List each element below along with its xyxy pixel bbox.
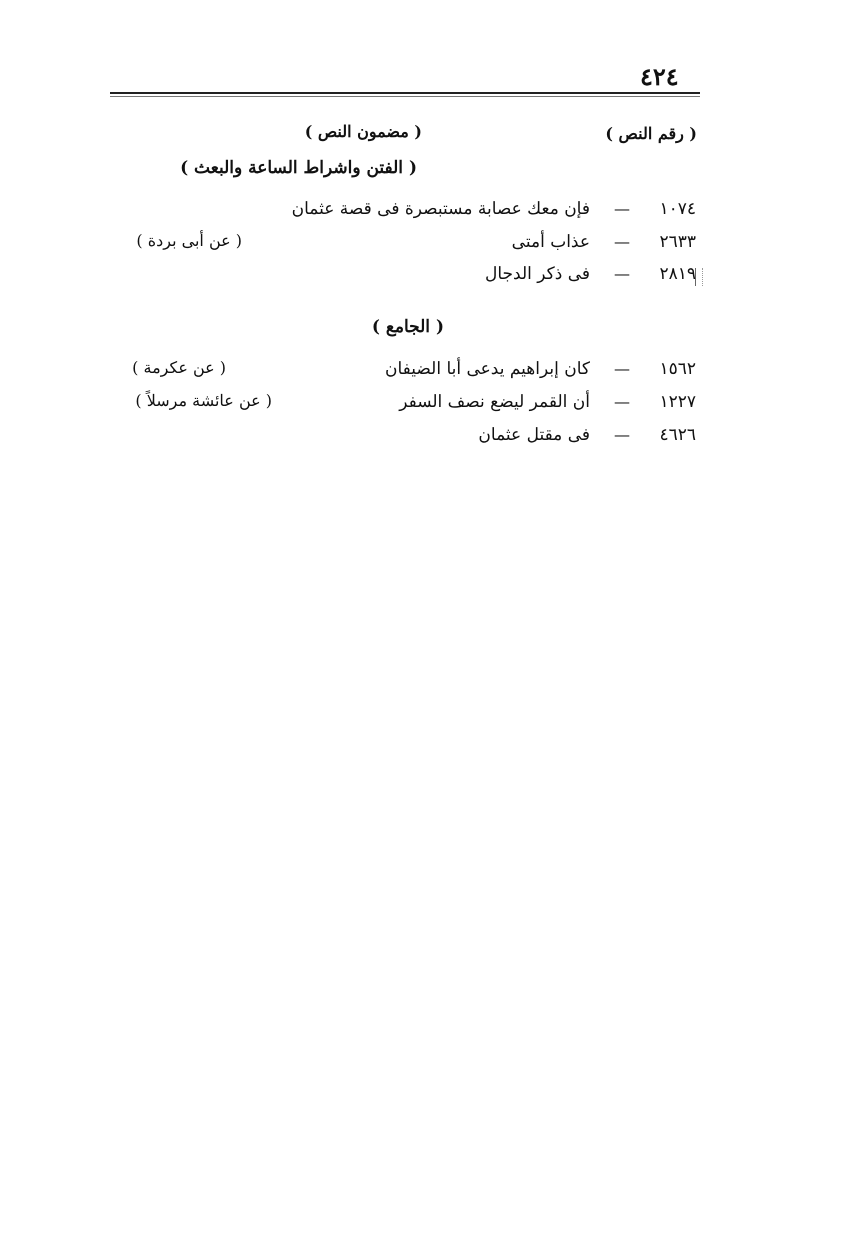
entry-text: فى ذكر الدجال <box>484 264 590 284</box>
entry-dash: — <box>614 199 630 218</box>
entry-dash: — <box>614 359 630 378</box>
entry-text: فى مقتل عثمان <box>478 425 590 445</box>
page-number: ٤٢٤ <box>640 62 679 91</box>
section-title-fitan: ( الفتن واشراط الساعة والبعث ) <box>180 158 417 178</box>
column-header-number: ( رقم النص ) <box>605 124 697 143</box>
entry-text: كان إبراهيم يدعى أبا الضيفان <box>385 359 590 379</box>
entry-number: ١٢٢٧ <box>659 392 696 412</box>
scan-mark <box>695 268 703 286</box>
entry-number: ٢٨١٩ <box>659 264 696 284</box>
entry-dash: — <box>614 392 630 411</box>
header-rule <box>110 92 700 94</box>
section-title-jami: ( الجامع ) <box>371 317 444 337</box>
entry-number: ٤٦٢٦ <box>659 425 696 445</box>
entry-number: ١٠٧٤ <box>659 199 696 219</box>
entry-dash: — <box>614 264 630 283</box>
entry-dash: — <box>614 425 630 444</box>
entry-text: أن القمر ليضع نصف السفر <box>399 392 590 412</box>
entry-narrator: ( عن أبى بردة ) <box>136 231 242 250</box>
entry-text: عذاب أمتى <box>511 232 590 252</box>
entry-narrator: ( عن عائشة مرسلاً ) <box>135 391 272 410</box>
column-header-content: ( مضمون النص ) <box>304 122 422 141</box>
entry-number: ١٥٦٢ <box>659 359 696 379</box>
entry-narrator: ( عن عكرمة ) <box>132 358 226 377</box>
entry-dash: — <box>614 232 630 251</box>
entry-number: ٢٦٣٣ <box>659 232 696 252</box>
header-rule-thin <box>110 96 700 97</box>
entry-text: فإن معك عصابة مستبصرة فى قصة عثمان <box>291 199 590 219</box>
